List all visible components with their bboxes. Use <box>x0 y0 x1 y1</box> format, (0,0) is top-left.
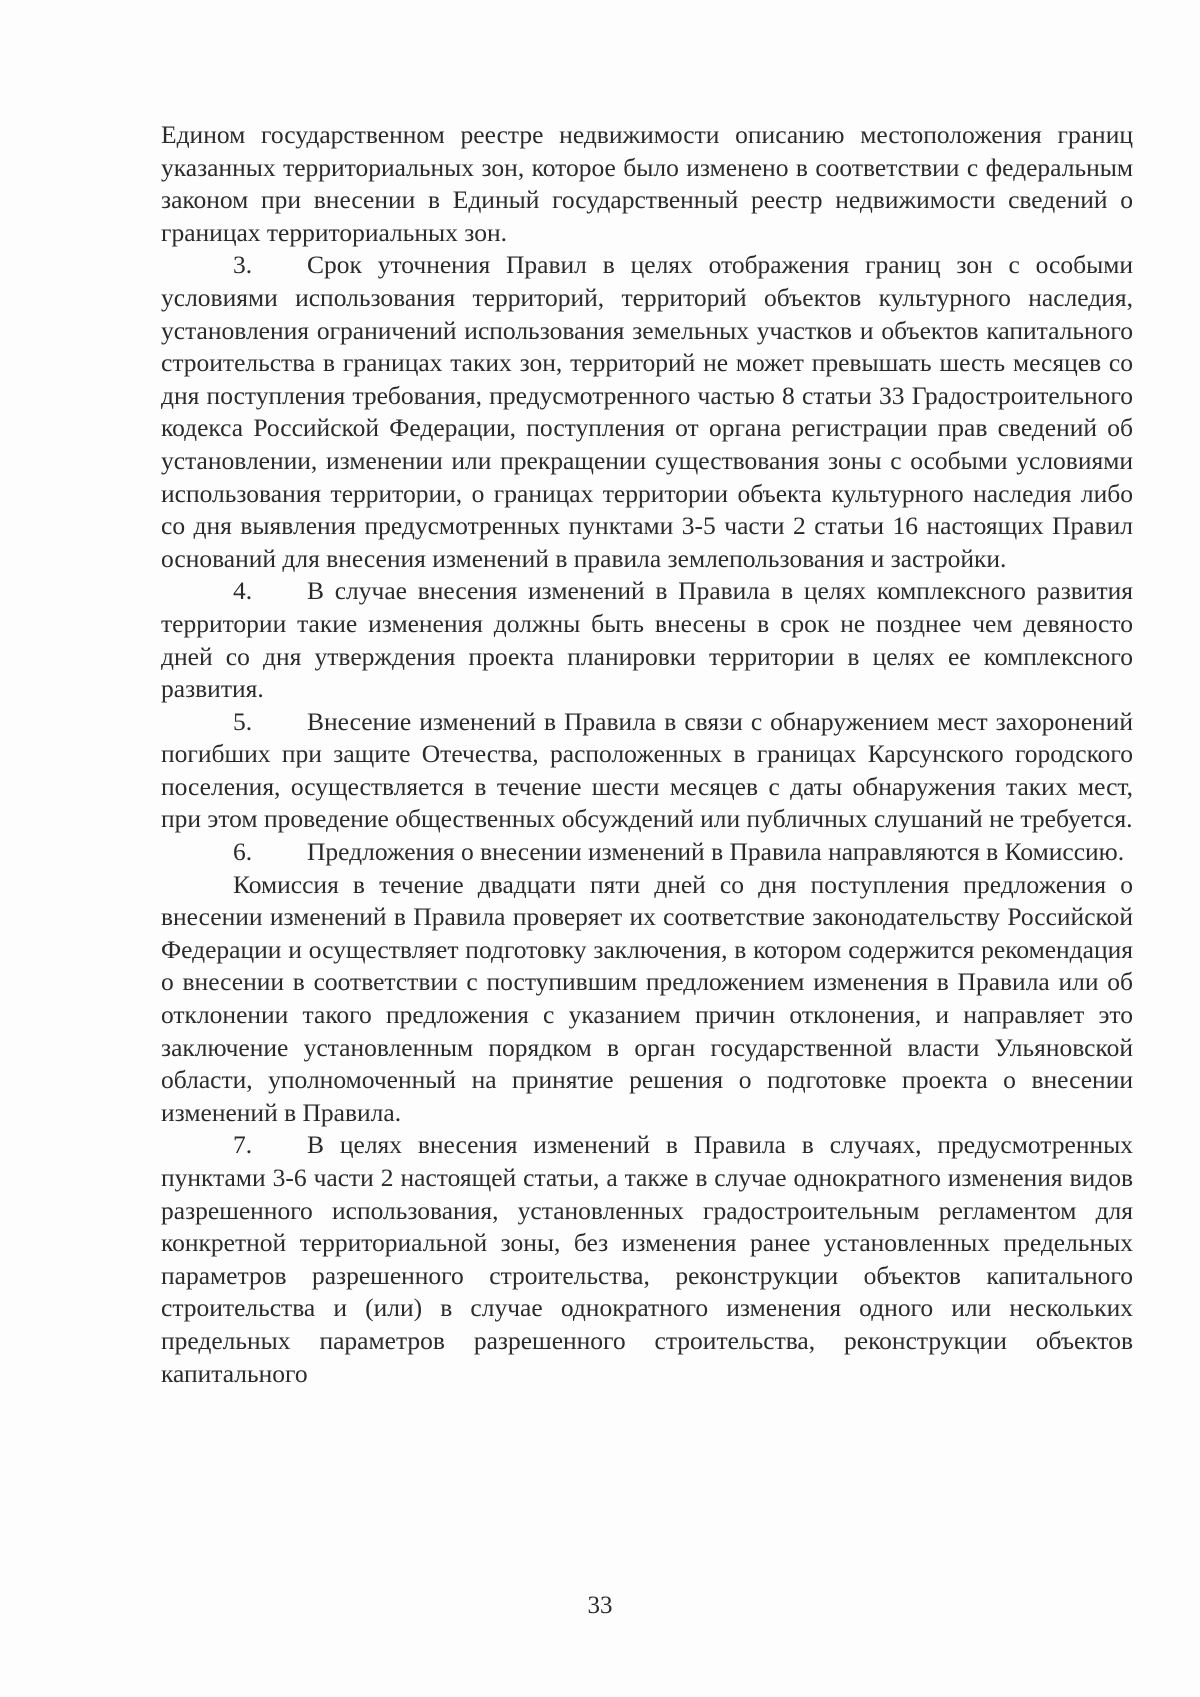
paragraph-5 <box>161 706 1133 836</box>
paragraph-4 <box>161 575 1133 705</box>
paragraph-3 <box>161 249 1133 575</box>
paragraph-text: Срок уточнения Правил в целях отображения границ зон с особыми условиями использования территорий, территорий объектов культурного наследия, установления ограничений использования земельных участков и объектов капитального строительства в границах таких зон, территорий не может превышать шесть месяцев со дня поступления требования, предусмотренного частью 8 статьи 33 Градостроительного кодекса Российской Федерации, поступления от органа регистрации прав сведений об установлении, изменении или прекращении существования зоны с особыми условиями использования территории, о границах территории объекта культурного наследия либо со дня выявления предусмотренных пунктами 3-5 части 2 статьи 16 настоящих Правил оснований для внесения изменений в правила землепользования и застройки. <box>161 250 1133 573</box>
paragraph-text: Внесение изменений в Правила в связи с обнаружением мест захоронений погибших при защите Отечества, расположенных в границах Карсунского городского поселения, осуществляется в течение шести месяцев с даты обнаружения таких мест, при этом проведение общественных обсуждений или публичных слушаний не требуется. <box>161 706 1133 834</box>
paragraph-number: 7. <box>233 1130 253 1160</box>
paragraph-number: 6. <box>233 837 253 867</box>
page-number: 33 <box>587 1592 613 1619</box>
paragraph-text: В целях внесения изменений в Правила в случаях, предусмотренных пунктами 3-6 части 2 настоящей статьи, а также в случае однократного изменения видов разрешенного использования, установленных градостроительным регламентом для конкретной территориальной зоны, без изменения ранее установленных предельных параметров разрешенного строительства, реконструкции объектов капитального строительства и (или) в случае однократного изменения одного или нескольких предельных параметров разрешенного строительства, реконструкции объектов капитального <box>161 1130 1133 1388</box>
paragraph-text: Предложения о внесении изменений в Правила направляются в Комиссию. <box>307 837 1125 867</box>
paragraph-text: Едином государственном реестре недвижимости описанию местоположения границ указанных территориальных зон, которое было изменено в соответствии с федеральным законом при внесении в Единый государственный реестр недвижимости сведений о границах территориальных зон. <box>161 120 1133 247</box>
document-body <box>161 119 1133 1390</box>
paragraph-number: 5. <box>233 706 253 736</box>
paragraph-number: 3. <box>233 250 253 280</box>
paragraph-commission <box>161 869 1133 1130</box>
paragraph-text: В случае внесения изменений в Правила в целях комплексного развития территории такие изменения должны быть внесены в срок не позднее чем девяносто дней со дня утверждения проекта планировки территории в целях ее комплексного развития. <box>161 576 1133 704</box>
paragraph-6 <box>161 836 1133 869</box>
paragraph-continuation <box>161 119 1133 249</box>
paragraph-7 <box>161 1129 1133 1390</box>
paragraph-text: Комиссия в течение двадцати пяти дней со дня поступления предложения о внесении изменений в Правила проверяет их соответствие законодательству Российской Федерации и осуществляет подготовку заключения, в котором содержится рекомендация о внесении в соответствии с поступившим предложением изменения в Правила или об отклонении такого предложения с указанием причин отклонения, и направляет это заключение установленным порядком в орган государственной власти Ульяновской области, уполномоченный на принятие решения о подготовке проекта о внесении изменений в Правила. <box>161 869 1133 1127</box>
paragraph-number: 4. <box>233 576 253 606</box>
